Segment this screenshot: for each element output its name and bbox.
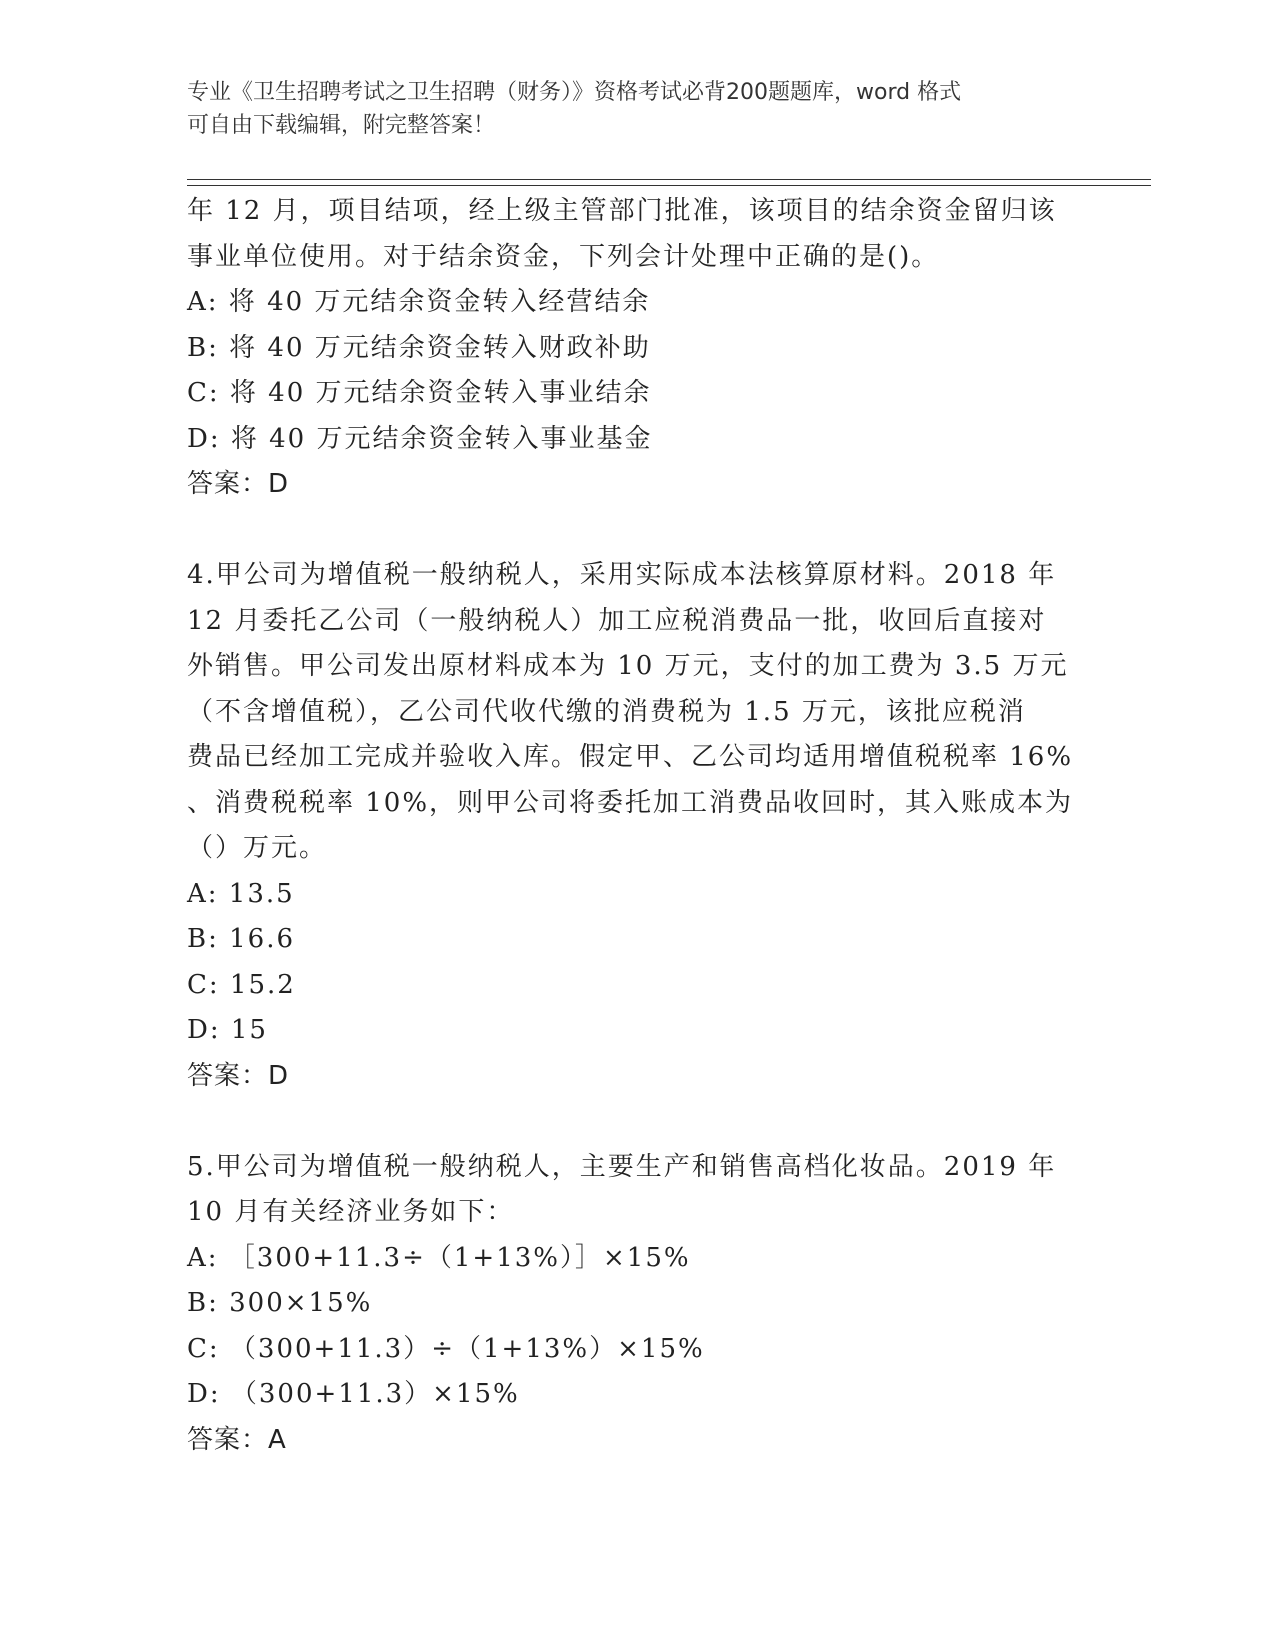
- option-d: D: 将 40 万元结余资金转入事业基金: [187, 423, 653, 454]
- spacer: [187, 508, 1087, 554]
- document-body: [187, 189, 1087, 1463]
- option-b: B: 300×15%: [187, 1288, 373, 1318]
- option-c: C: 将 40 万元结余资金转入事业结余: [187, 378, 652, 408]
- question-stem-line: 10 月有关经济业务如下：: [187, 1197, 515, 1227]
- header-rule-bottom: [187, 185, 1151, 186]
- answer: 答案：D: [187, 469, 290, 499]
- question-stem-line: 年 12 月，项目结项，经上级主管部门批准，该项目的结余资金留归该: [187, 196, 1057, 226]
- spacer: [187, 1099, 1087, 1145]
- question-5: [187, 1145, 1087, 1464]
- question-stem-line: 4.甲公司为增值税一般纳税人，采用实际成本法核算原材料。2018 年: [187, 560, 1057, 590]
- answer: 答案：D: [187, 1060, 290, 1091]
- question-stem-line: 、消费税税率 10%，则甲公司将委托加工消费品收回时，其入账成本为: [187, 787, 1074, 818]
- question-stem-line: （不含增值税），乙公司代收代缴的消费税为 1.5 万元，该批应税消: [187, 696, 1026, 727]
- question-stem-line: 5.甲公司为增值税一般纳税人，主要生产和销售高档化妆品。2019 年: [187, 1151, 1057, 1182]
- option-d: D: 15: [187, 1015, 268, 1045]
- option-b: B: 将 40 万元结余资金转入财政补助: [187, 332, 651, 363]
- question-stem-line: 外销售。甲公司发出原材料成本为 10 万元，支付的加工费为 3.5 万元: [187, 651, 1069, 681]
- option-d: D: （300+11.3）×15%: [187, 1379, 520, 1409]
- question-stem-line: 12 月委托乙公司（一般纳税人）加工应税消费品一批，收回后直接对: [187, 605, 1047, 636]
- option-a: A: ［300+11.3÷（1+13%）］×15%: [187, 1242, 691, 1273]
- header-line-1: 专业《卫生招聘考试之卫生招聘（财务）》资格考试必背200题题库，word 格式: [187, 80, 962, 105]
- header-rule-top: [187, 179, 1151, 180]
- question-stem-line: 费品已经加工完成并验收入库。假定甲、乙公司均适用增值税税率 16%: [187, 742, 1074, 772]
- option-a: A: 13.5: [187, 878, 295, 909]
- option-a: A: 将 40 万元结余资金转入经营结余: [187, 287, 651, 317]
- header-line-2: 可自由下载编辑，附完整答案！: [187, 113, 496, 138]
- question-3: [187, 189, 1087, 508]
- question-stem-line: （）万元。: [187, 833, 328, 863]
- answer: 答案：A: [187, 1424, 287, 1455]
- question-4: [187, 553, 1087, 1099]
- question-stem-line: 事业单位使用。对于结余资金，下列会计处理中正确的是()。: [187, 241, 940, 272]
- page-header: [187, 76, 1067, 142]
- option-c: C: （300+11.3）÷（1+13%）×15%: [187, 1333, 705, 1364]
- option-b: B: 16.6: [187, 924, 296, 954]
- option-c: C: 15.2: [187, 969, 296, 1000]
